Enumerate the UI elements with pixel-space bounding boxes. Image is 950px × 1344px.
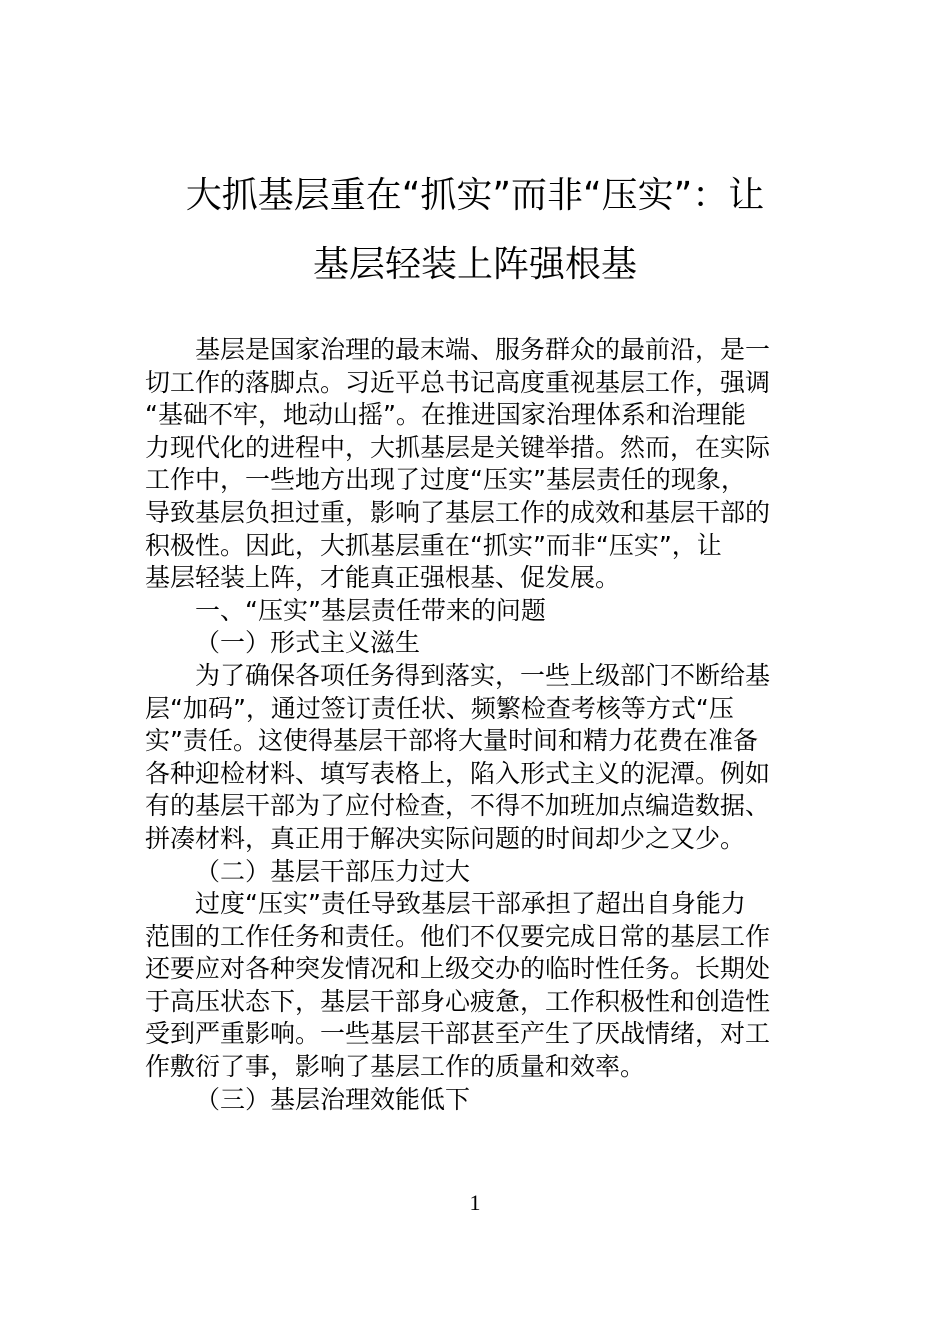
- body-text-line: 受到严重影响。一些基层干部甚至产生了厌战情绪，对工: [145, 1019, 771, 1049]
- body-text-line: 切工作的落脚点。习近平总书记高度重视基层工作，强调: [145, 367, 771, 397]
- body-text-line: （三）基层治理效能低下: [195, 1084, 471, 1114]
- body-text-line: 于高压状态下，基层干部身心疲惫，工作积极性和创造性: [145, 986, 771, 1016]
- body-text-line: 层“加码”，通过签订责任状、频繁检查考核等方式“压: [145, 693, 734, 723]
- body-text-line: 基层是国家治理的最末端、服务群众的最前沿，是一: [195, 335, 771, 364]
- body-text-line: “基础不牢，地动山摇”。在推进国家治理体系和治理能: [145, 400, 746, 430]
- document-title-line-2: 基层轻装上阵强根基: [312, 244, 637, 285]
- body-text-line: 工作中，一些地方出现了过度“压实”基层责任的现象，: [145, 465, 746, 495]
- document-title-line-1: 大抓基层重在“抓实”而非“压实”：让: [185, 175, 765, 216]
- body-text-line: 有的基层干部为了应付检查，不得不加班加点编造数据、: [145, 791, 771, 821]
- body-text-line: （一）形式主义滋生: [195, 628, 421, 658]
- body-text-line: 力现代化的进程中，大抓基层是关键举措。然而，在实际: [145, 432, 771, 462]
- document-body: [145, 334, 807, 1116]
- body-text-line: 为了确保各项任务得到落实，一些上级部门不断给基: [195, 660, 771, 690]
- body-text-line: 过度“压实”责任导致基层干部承担了超出自身能力: [195, 889, 746, 919]
- page-number: 1: [469, 1190, 481, 1215]
- body-text-line: 还要应对各种突发情况和上级交办的临时性任务。长期处: [145, 954, 771, 984]
- body-text-line: 范围的工作任务和责任。他们不仅要完成日常的基层工作: [145, 921, 771, 951]
- body-text-line: 作敷衍了事，影响了基层工作的质量和效率。: [145, 1052, 646, 1082]
- body-text-line: 各种迎检材料、填写表格上，陷入形式主义的泥潭。例如: [145, 758, 771, 788]
- body-text-line: 导致基层负担过重，影响了基层工作的成效和基层干部的: [145, 497, 771, 527]
- body-text-line: 基层轻装上阵，才能真正强根基、促发展。: [145, 563, 621, 593]
- body-text-line: 积极性。因此，大抓基层重在“抓实”而非“压实”，让: [145, 530, 722, 560]
- body-text-line: 拼凑材料，真正用于解决实际问题的时间却少之又少。: [145, 823, 746, 853]
- body-text-line: （二）基层干部压力过大: [195, 856, 471, 886]
- body-text-line: 实”责任。这使得基层干部将大量时间和精力花费在准备: [145, 726, 758, 756]
- body-text-line: 一、“压实”基层责任带来的问题: [195, 595, 546, 625]
